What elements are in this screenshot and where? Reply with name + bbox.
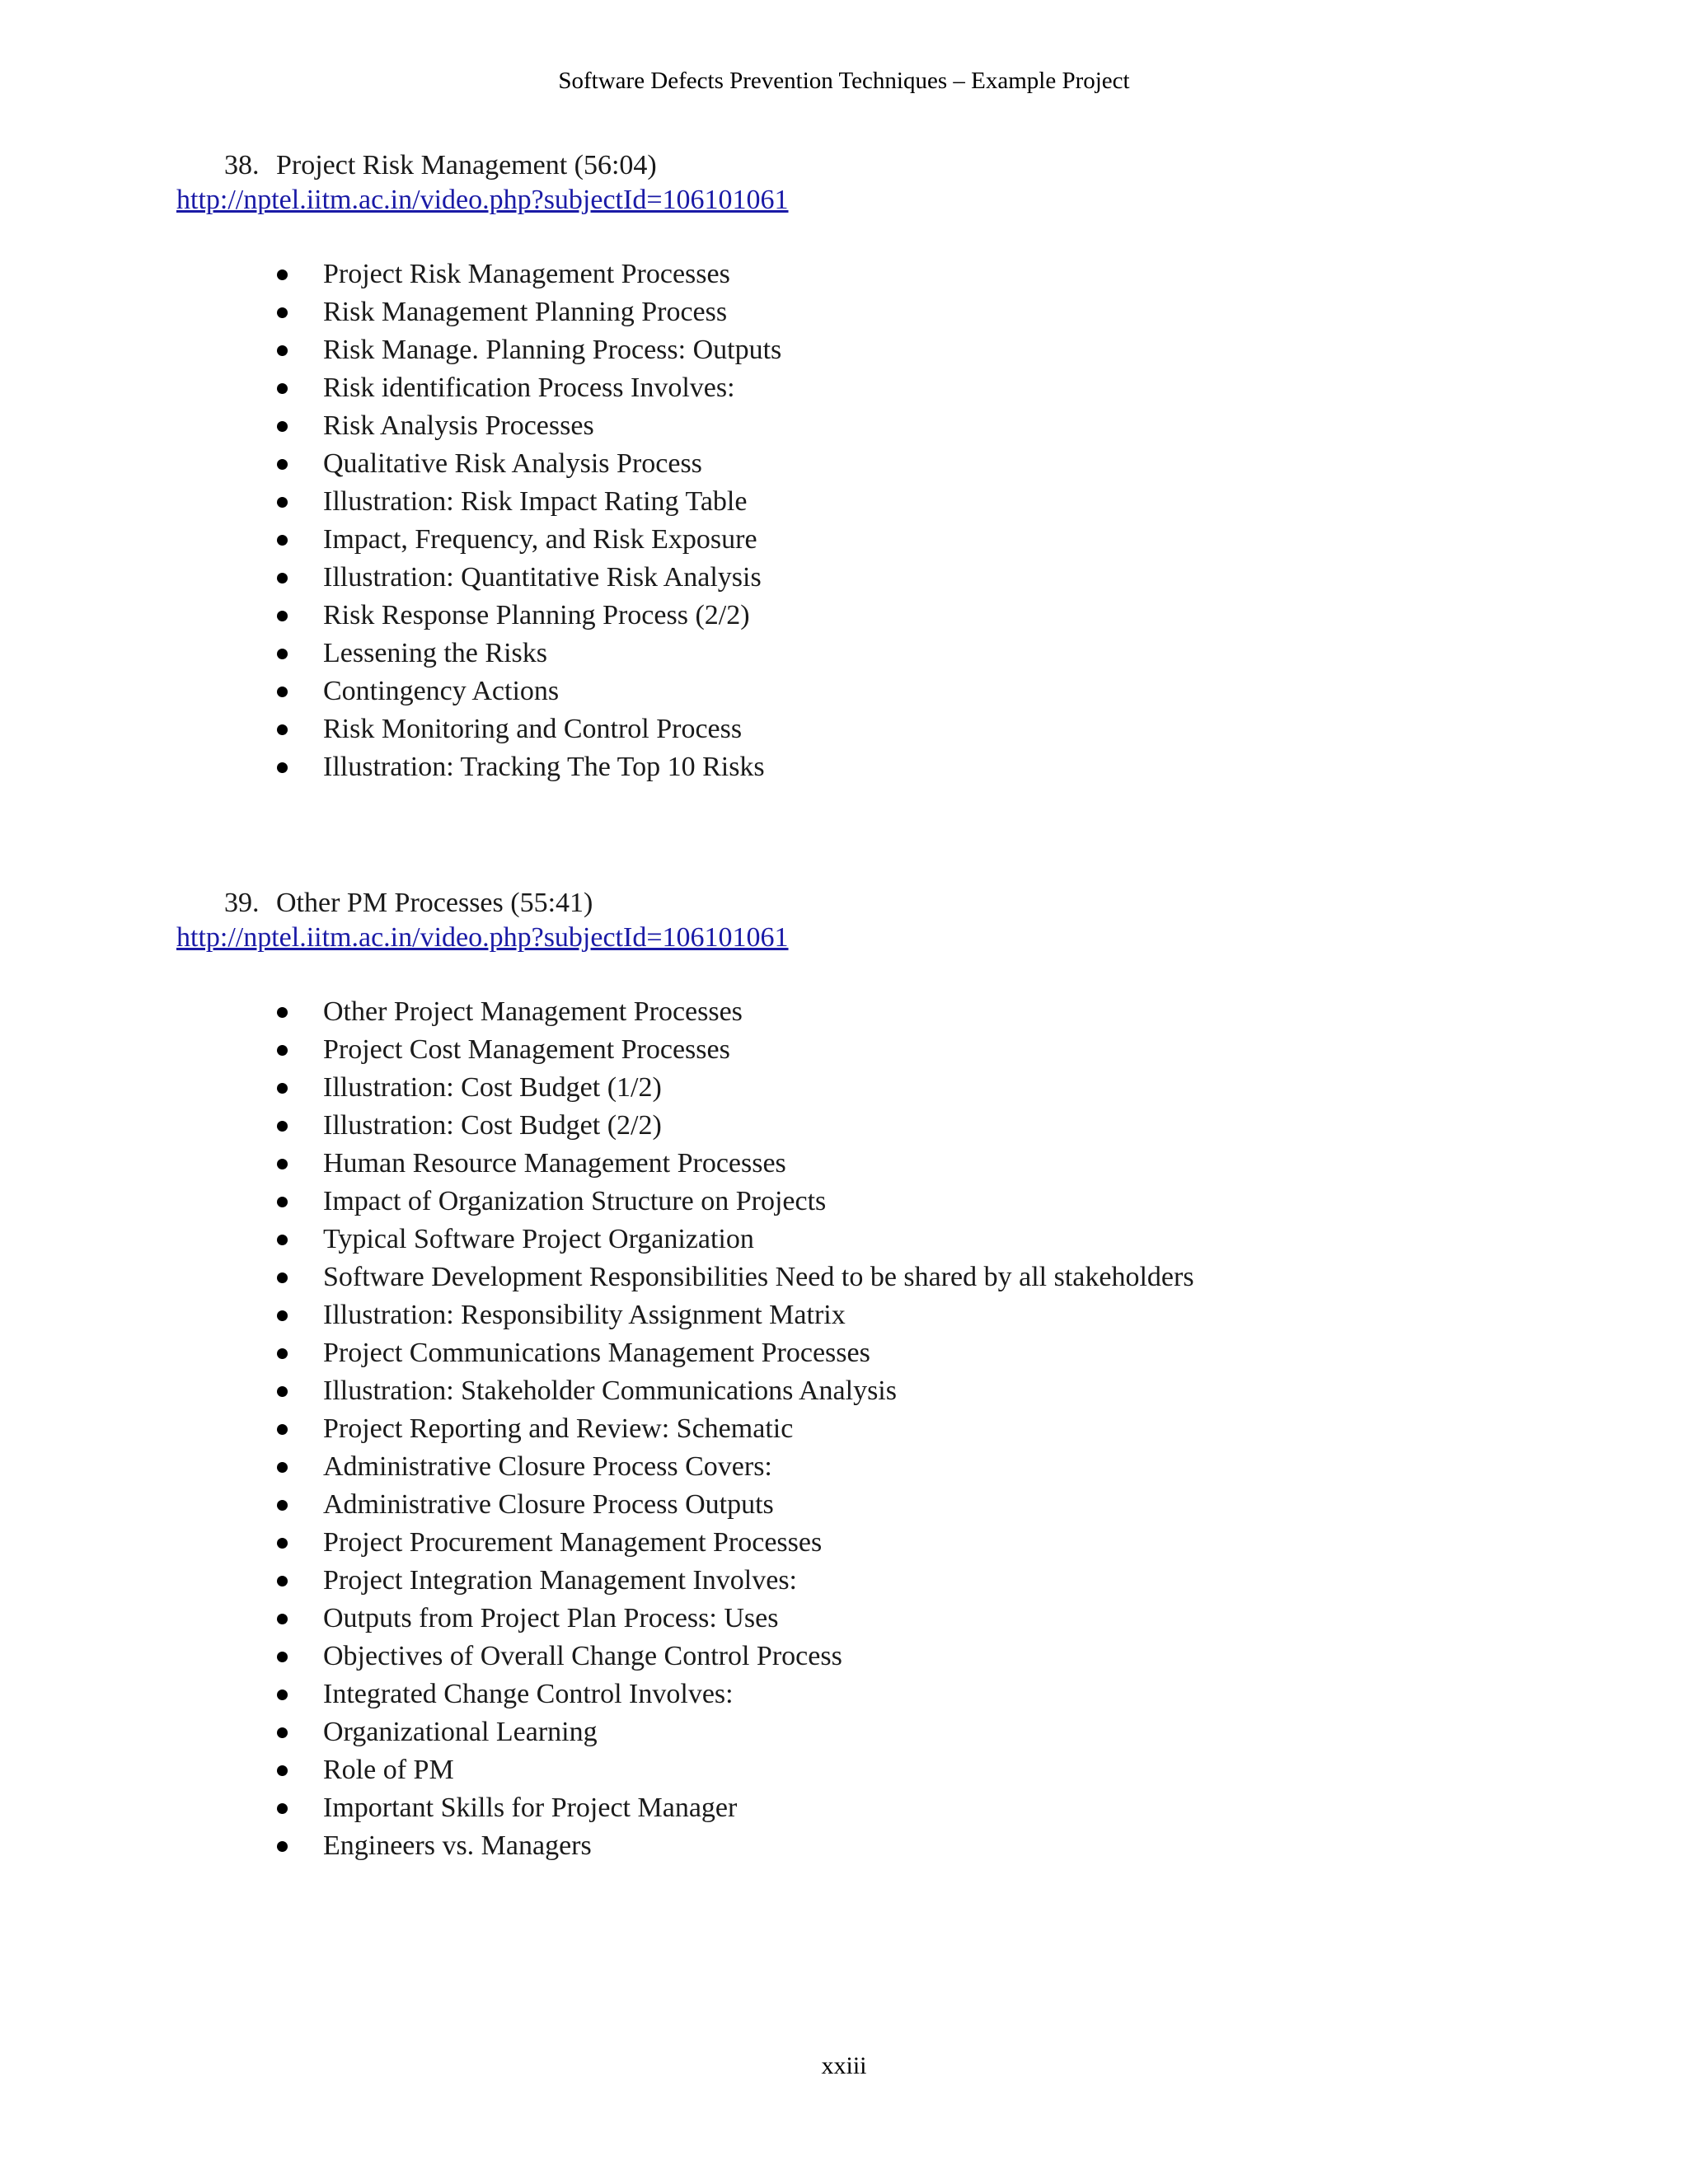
bullet-icon bbox=[277, 1235, 288, 1245]
bullet-icon bbox=[277, 611, 288, 621]
list-item bbox=[0, 445, 1688, 483]
list-item bbox=[0, 1183, 1688, 1221]
bullet-icon bbox=[277, 1386, 288, 1397]
bullet-icon bbox=[277, 421, 288, 432]
section-title: Project Risk Management (56:04) bbox=[276, 150, 657, 180]
list-item-text: Software Development Responsibilities Need to be shared by all stakeholders bbox=[323, 1262, 1194, 1292]
list-item-text: Risk Monitoring and Control Process bbox=[323, 714, 743, 744]
bullet-icon bbox=[277, 383, 288, 394]
list-item-text: Risk identification Process Involves: bbox=[323, 373, 735, 403]
bullet-icon bbox=[277, 1500, 288, 1511]
list-item bbox=[0, 1713, 1688, 1751]
list-item bbox=[0, 483, 1688, 521]
list-item bbox=[0, 597, 1688, 635]
list-item-text: Project Communications Management Processes bbox=[323, 1338, 870, 1368]
bullet-icon bbox=[277, 1841, 288, 1852]
list-item bbox=[0, 1524, 1688, 1562]
list-item bbox=[0, 1751, 1688, 1789]
list-item-text: Risk Analysis Processes bbox=[323, 410, 594, 441]
list-item-text: Lessening the Risks bbox=[323, 638, 547, 668]
video-link[interactable]: http://nptel.iitm.ac.in/video.php?subjectId=106101061 bbox=[176, 185, 789, 215]
list-item-text: Typical Software Project Organization bbox=[323, 1224, 754, 1254]
bullet-icon bbox=[277, 1690, 288, 1700]
list-item bbox=[0, 748, 1688, 786]
bullet-icon bbox=[277, 687, 288, 697]
bullet-icon bbox=[277, 1007, 288, 1018]
bullet-icon bbox=[277, 1614, 288, 1624]
list-item bbox=[0, 673, 1688, 710]
bullet-icon bbox=[277, 1538, 288, 1549]
list-item-text: Illustration: Stakeholder Communications Analysis bbox=[323, 1376, 897, 1406]
bullet-icon bbox=[277, 1159, 288, 1169]
topic-list bbox=[0, 255, 1688, 786]
list-item bbox=[0, 1486, 1688, 1524]
list-item-text: Illustration: Cost Budget (2/2) bbox=[323, 1110, 662, 1141]
list-item bbox=[0, 1675, 1688, 1713]
bullet-icon bbox=[277, 1803, 288, 1814]
list-item-text: Impact of Organization Structure on Projects bbox=[323, 1186, 827, 1216]
list-item bbox=[0, 1789, 1688, 1827]
list-item bbox=[0, 1296, 1688, 1334]
list-item-text: Risk Response Planning Process (2/2) bbox=[323, 600, 750, 630]
section-number: 39. bbox=[224, 888, 260, 918]
list-item-text: Administrative Closure Process Outputs bbox=[323, 1489, 774, 1520]
bullet-icon bbox=[277, 649, 288, 659]
list-item-text: Risk Management Planning Process bbox=[323, 297, 728, 327]
bullet-icon bbox=[277, 1765, 288, 1776]
section-other-pm-processes bbox=[0, 886, 1688, 1865]
list-item bbox=[0, 1145, 1688, 1183]
list-item-text: Illustration: Responsibility Assignment Matrix bbox=[323, 1300, 846, 1330]
page-number: xxiii bbox=[821, 2052, 867, 2079]
list-item-text: Impact, Frequency, and Risk Exposure bbox=[323, 524, 757, 555]
list-item bbox=[0, 1258, 1688, 1296]
bullet-icon bbox=[277, 1462, 288, 1473]
bullet-icon bbox=[277, 1083, 288, 1094]
section-heading bbox=[224, 148, 1688, 183]
bullet-icon bbox=[277, 345, 288, 356]
list-item-text: Project Reporting and Review: Schematic bbox=[323, 1413, 794, 1444]
list-item-text: Illustration: Quantitative Risk Analysis bbox=[323, 562, 762, 593]
list-item-text: Role of PM bbox=[323, 1755, 454, 1785]
bullet-icon bbox=[277, 724, 288, 735]
list-item bbox=[0, 369, 1688, 407]
bullet-icon bbox=[277, 1576, 288, 1586]
list-item bbox=[0, 1372, 1688, 1410]
bullet-icon bbox=[277, 269, 288, 280]
list-item bbox=[0, 331, 1688, 369]
list-item-text: Outputs from Project Plan Process: Uses bbox=[323, 1603, 779, 1633]
list-item bbox=[0, 993, 1688, 1031]
section-number: 38. bbox=[224, 150, 260, 180]
bullet-icon bbox=[277, 1310, 288, 1321]
bullet-icon bbox=[277, 307, 288, 318]
list-item bbox=[0, 255, 1688, 293]
bullet-icon bbox=[277, 1727, 288, 1738]
video-link[interactable]: http://nptel.iitm.ac.in/video.php?subjectId=106101061 bbox=[176, 922, 789, 953]
list-item bbox=[0, 1827, 1688, 1865]
list-item bbox=[0, 407, 1688, 445]
list-item bbox=[0, 1410, 1688, 1448]
section-heading bbox=[224, 886, 1688, 921]
bullet-icon bbox=[277, 1348, 288, 1359]
bullet-icon bbox=[277, 497, 288, 508]
topic-list bbox=[0, 993, 1688, 1865]
list-item-text: Project Procurement Management Processes bbox=[323, 1527, 823, 1558]
list-item-text: Project Risk Management Processes bbox=[323, 259, 730, 289]
list-item-text: Illustration: Tracking The Top 10 Risks bbox=[323, 752, 765, 782]
bullet-icon bbox=[277, 1197, 288, 1207]
page-header: Software Defects Prevention Techniques – Example Project bbox=[558, 68, 1130, 94]
list-item-text: Objectives of Overall Change Control Process bbox=[323, 1641, 842, 1671]
list-item-text: Important Skills for Project Manager bbox=[323, 1793, 738, 1823]
bullet-icon bbox=[277, 1121, 288, 1132]
list-item bbox=[0, 1638, 1688, 1675]
list-item bbox=[0, 559, 1688, 597]
list-item-text: Administrative Closure Process Covers: bbox=[323, 1451, 772, 1482]
list-item-text: Project Cost Management Processes bbox=[323, 1034, 730, 1065]
section-project-risk-management bbox=[0, 148, 1688, 786]
list-item-text: Project Integration Management Involves: bbox=[323, 1565, 797, 1596]
bullet-icon bbox=[277, 1652, 288, 1662]
list-item-text: Qualitative Risk Analysis Process bbox=[323, 448, 702, 479]
list-item bbox=[0, 1107, 1688, 1145]
list-item bbox=[0, 1031, 1688, 1069]
list-item bbox=[0, 1221, 1688, 1258]
list-item bbox=[0, 635, 1688, 673]
list-item bbox=[0, 293, 1688, 331]
list-item bbox=[0, 1334, 1688, 1372]
bullet-icon bbox=[277, 762, 288, 773]
list-item-text: Integrated Change Control Involves: bbox=[323, 1679, 734, 1709]
bullet-icon bbox=[277, 535, 288, 546]
list-item-text: Contingency Actions bbox=[323, 676, 560, 706]
bullet-icon bbox=[277, 1272, 288, 1283]
bullet-icon bbox=[277, 573, 288, 583]
list-item bbox=[0, 1069, 1688, 1107]
list-item-text: Other Project Management Processes bbox=[323, 996, 743, 1027]
list-item bbox=[0, 521, 1688, 559]
list-item-text: Engineers vs. Managers bbox=[323, 1830, 592, 1861]
bullet-icon bbox=[277, 459, 288, 470]
list-item-text: Risk Manage. Planning Process: Outputs bbox=[323, 335, 782, 365]
list-item bbox=[0, 1600, 1688, 1638]
list-item-text: Organizational Learning bbox=[323, 1717, 598, 1747]
list-item bbox=[0, 1448, 1688, 1486]
list-item-text: Illustration: Cost Budget (1/2) bbox=[323, 1072, 662, 1103]
list-item-text: Human Resource Management Processes bbox=[323, 1148, 786, 1179]
list-item-text: Illustration: Risk Impact Rating Table bbox=[323, 486, 748, 517]
list-item bbox=[0, 710, 1688, 748]
list-item bbox=[0, 1562, 1688, 1600]
bullet-icon bbox=[277, 1045, 288, 1056]
section-title: Other PM Processes (55:41) bbox=[276, 888, 593, 918]
bullet-icon bbox=[277, 1424, 288, 1435]
